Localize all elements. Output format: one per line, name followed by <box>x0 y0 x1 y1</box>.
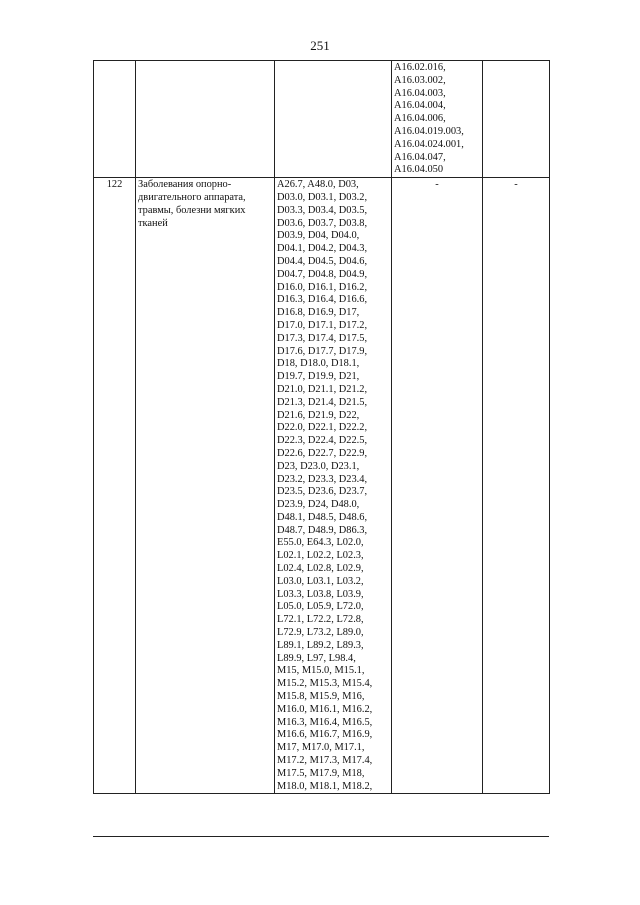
code-line: A16.04.047, <box>394 151 446 163</box>
code-line: D16.8, D16.9, D17, <box>277 307 360 319</box>
service-codes-list <box>394 62 480 177</box>
cell-number <box>94 61 136 178</box>
code-line: L02.1, L02.2, L02.3, <box>277 550 364 562</box>
code-line: L89.1, L89.2, L89.3, <box>277 639 364 651</box>
code-line: D23.9, D24, D48.0, <box>277 499 360 511</box>
code-line: A16.04.050 <box>394 164 444 176</box>
code-line: D23, D23.0, D23.1, <box>277 460 360 472</box>
code-line: M16.6, M16.7, M16.9, <box>277 729 373 741</box>
service-codes-dash: - <box>392 178 483 794</box>
diagnosis-codes-list <box>277 179 389 793</box>
code-line: M16.3, M16.4, M16.5, <box>277 716 373 728</box>
code-line: D22.0, D22.1, D22.2, <box>277 422 368 434</box>
code-line: D19.7, D19.9, D21, <box>277 371 360 383</box>
code-line: D03.3, D03.4, D03.5, <box>277 204 368 216</box>
code-line: M15.8, M15.9, M16, <box>277 691 365 703</box>
code-line: A16.04.004, <box>394 100 446 112</box>
code-line: E55.0, E64.3, L02.0, <box>277 537 364 549</box>
table-row-continuation <box>94 61 550 178</box>
table-row-122 <box>94 178 550 794</box>
code-line: M15, M15.0, M15.1, <box>277 665 365 677</box>
code-line: D18, D18.0, D18.1, <box>277 358 360 370</box>
code-line: A16.02.016, <box>394 62 446 73</box>
code-line: M16.0, M16.1, M16.2, <box>277 703 373 715</box>
code-line: M17.2, M17.3, M17.4, <box>277 755 373 767</box>
cell-service-codes <box>392 61 483 178</box>
code-line: D17.0, D17.1, D17.2, <box>277 319 368 331</box>
code-line: D03.0, D03.1, D03.2, <box>277 191 368 203</box>
code-line: L89.9, L97, L98.4, <box>277 652 356 664</box>
code-line: D23.5, D23.6, D23.7, <box>277 486 368 498</box>
code-line: D04.7, D04.8, D04.9, <box>277 268 368 280</box>
code-line: L05.0, L05.9, L72.0, <box>277 601 364 613</box>
page-number: 251 <box>310 38 330 53</box>
code-line: D23.2, D23.3, D23.4, <box>277 473 368 485</box>
code-line: A16.04.019.003, <box>394 125 464 137</box>
code-line: D21.6, D21.9, D22, <box>277 409 360 421</box>
code-line: D48.7, D48.9, D86.3, <box>277 524 368 536</box>
code-line: L03.0, L03.1, L03.2, <box>277 575 364 587</box>
code-line: A16.04.006, <box>394 113 446 125</box>
code-line: D22.3, D22.4, D22.5, <box>277 435 368 447</box>
code-line: D48.1, D48.5, D48.6, <box>277 511 368 523</box>
code-line: L03.3, L03.8, L03.9, <box>277 588 364 600</box>
code-line: A16.04.024.001, <box>394 138 464 150</box>
disease-name: Заболевания опорно-двигательного аппарата, травмы, болезни мягких тканей <box>136 178 275 794</box>
code-line: M18.0, M18.1, M18.2, <box>277 780 373 792</box>
codes-table <box>93 60 550 794</box>
code-line: D03.6, D03.7, D03.8, <box>277 217 368 229</box>
code-line: A16.04.003, <box>394 87 446 99</box>
cell-extra <box>483 61 550 178</box>
cell-disease-name <box>136 61 275 178</box>
code-line: D17.6, D17.7, D17.9, <box>277 345 368 357</box>
code-line: M17, M17.0, M17.1, <box>277 742 365 754</box>
table-bottom-border <box>93 836 549 837</box>
row-number: 122 <box>94 178 136 794</box>
code-line: A26.7, A48.0, D03, <box>277 179 359 191</box>
code-line: D16.0, D16.1, D16.2, <box>277 281 368 293</box>
code-line: D21.3, D21.4, D21.5, <box>277 396 368 408</box>
extra-dash: - <box>483 178 550 794</box>
code-line: D04.1, D04.2, D04.3, <box>277 243 368 255</box>
code-line: M17.5, M17.9, M18, <box>277 767 365 779</box>
cell-diagnosis-codes <box>275 61 392 178</box>
code-line: D17.3, D17.4, D17.5, <box>277 332 368 344</box>
code-line: D16.3, D16.4, D16.6, <box>277 294 368 306</box>
code-line: M15.2, M15.3, M15.4, <box>277 678 373 690</box>
code-line: D03.9, D04, D04.0, <box>277 230 360 242</box>
code-line: D04.4, D04.5, D04.6, <box>277 255 368 267</box>
code-line: L72.1, L72.2, L72.8, <box>277 614 364 626</box>
code-line: L72.9, L73.2, L89.0, <box>277 627 364 639</box>
code-line: D22.6, D22.7, D22.9, <box>277 447 368 459</box>
code-line: A16.03.002, <box>394 74 446 86</box>
code-line: D21.0, D21.1, D21.2, <box>277 383 368 395</box>
diagnosis-codes-cell <box>275 178 392 794</box>
code-line: L02.4, L02.8, L02.9, <box>277 563 364 575</box>
